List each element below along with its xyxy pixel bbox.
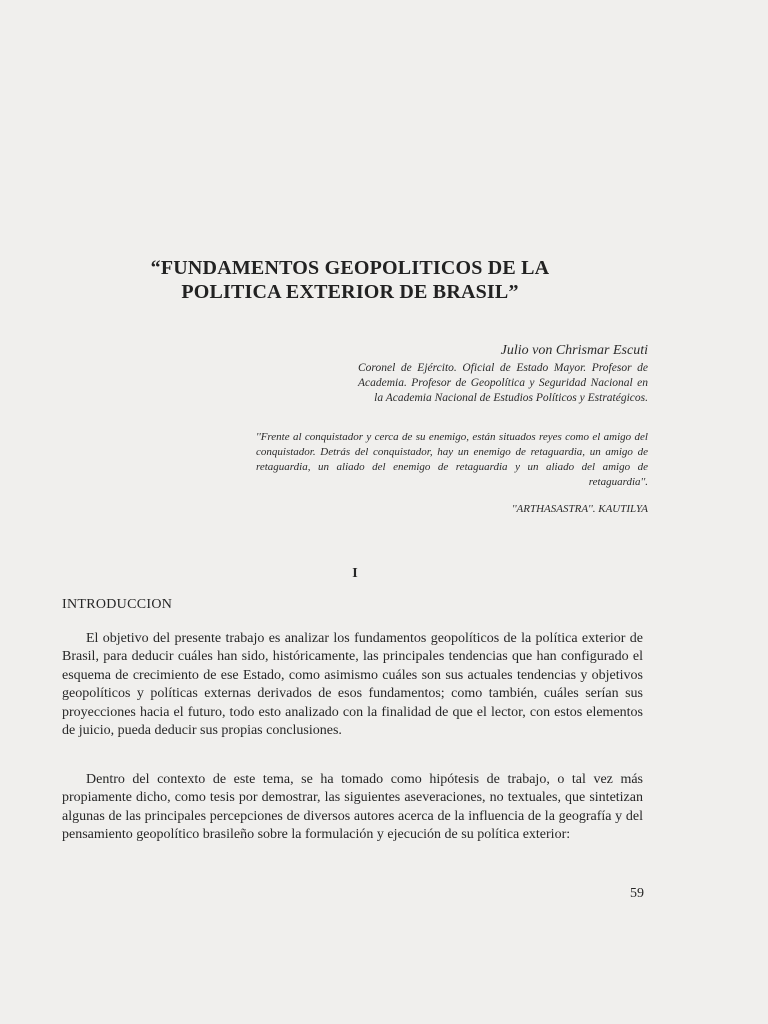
- body-paragraph: Dentro del contexto de este tema, se ha tomado como hipótesis de trabajo, o tal vez más propiamente dicho, como tesis por demostrar, las siguientes aseveraciones, no textuales, que sintetizan algunas de las principales percepciones de diversos autores acerca de la influencia de la geografía y del pensamiento geopolítico brasileño sobre la formulación y ejecución de su política exterior:: [62, 772, 643, 843]
- section-heading: INTRODUCCION: [62, 597, 173, 612]
- section-number: I: [352, 566, 358, 581]
- title-line-1: “FUNDAMENTOS GEOPOLITICOS DE LA: [150, 257, 550, 279]
- body-paragraph: El objetivo del presente trabajo es analizar los fundamentos geopolíticos de la política exterior de Brasil, para deducir cuáles han sido, históricamente, las principales tendencias que han configurado el esquema de crecimiento de ese Estado, como asimismo cuáles son sus actuales tendencias y objetivos geopolíticos y políticas externas derivados de esos fundamentos; como también, cuáles serían sus proyecciones hacia el futuro, todo esto analizado con la finalidad de que el lector, con estos elementos de juicio, pueda deducir sus propias conclusiones.: [62, 631, 643, 739]
- epigraph-quote: ''Frente al conquistador y cerca de su enemigo, están situados reyes como el amigo del conquistador. Detrás del conquistador, hay un enemigo de retaguardia, un amigo de retaguardia, un aliado del enemigo de retaguardia y un aliado del amigo de retaguardia''.: [256, 431, 648, 488]
- author-block: [358, 342, 648, 406]
- page-number: 59: [630, 886, 644, 901]
- epigraph-source: ''ARTHASASTRA''. KAUTILYA: [511, 503, 648, 515]
- author-name: Julio von Chrismar Escuti: [500, 343, 648, 358]
- article-title: [0, 256, 700, 304]
- author-credentials: Coronel de Ejército. Oficial de Estado Mayor. Profesor de Academia. Profesor de Geopolítica y Seguridad Nacional en la Academia Nacional de Estudios Políticos y Estratégicos.: [358, 362, 648, 404]
- title-line-2: POLITICA EXTERIOR DE BRASIL”: [181, 281, 519, 303]
